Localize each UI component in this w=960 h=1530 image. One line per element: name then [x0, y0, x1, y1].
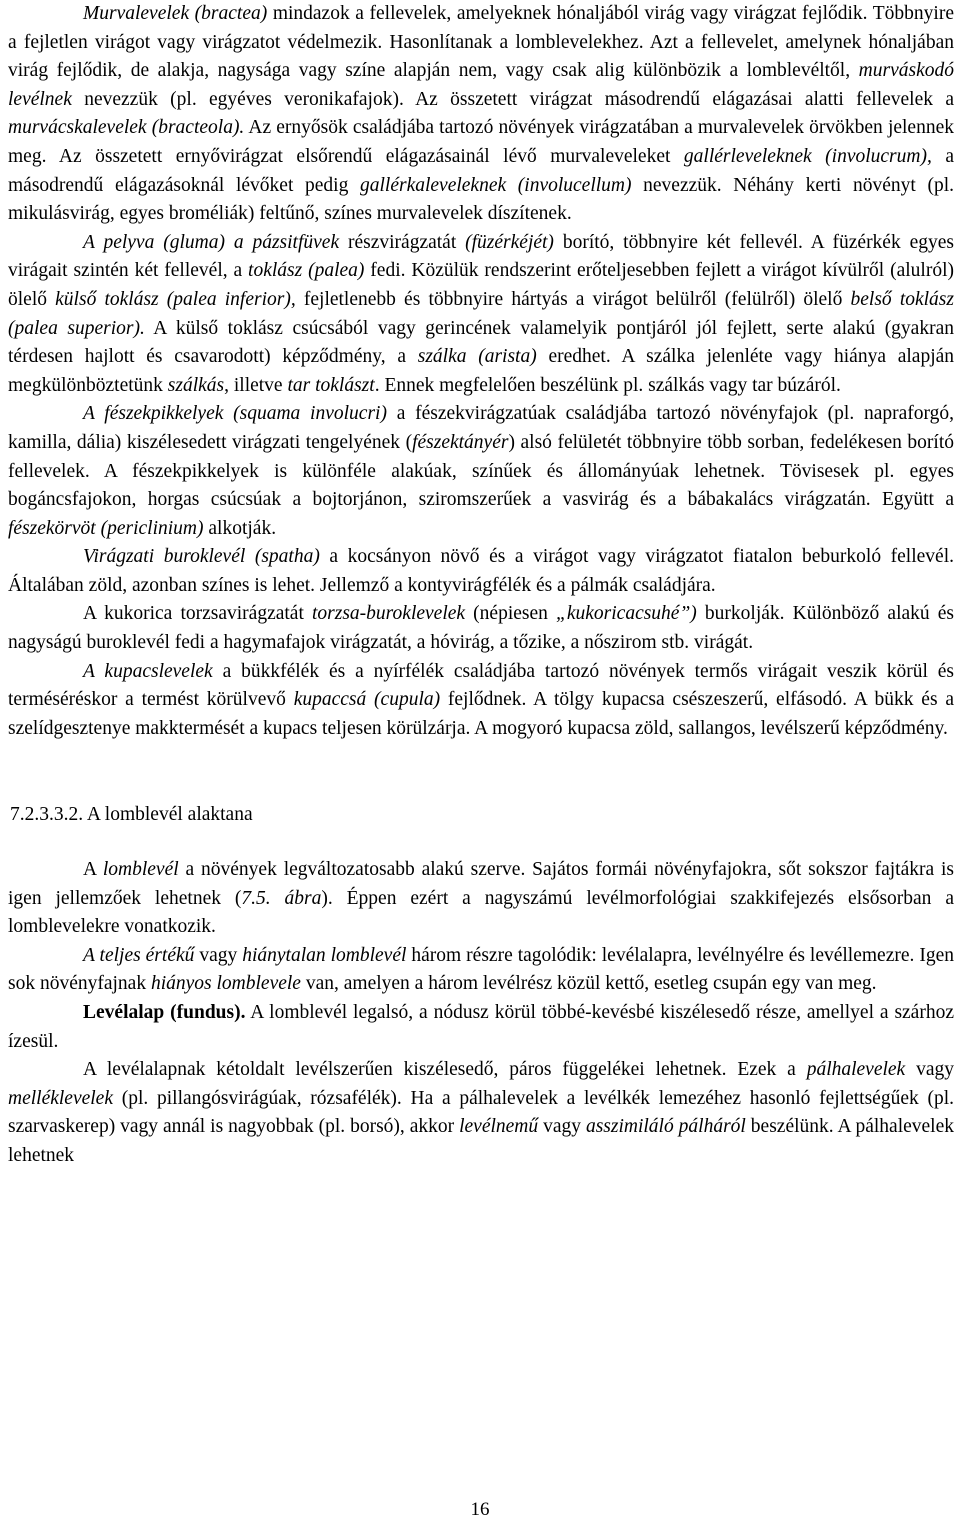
- text-run: A külső toklász csúcsából vagy gerincének valamelyik pontjáról jól fejlett, serte alakú (gyakran térdesen hajlott és csavarodott) képződmény, a: [8, 317, 954, 368]
- text-run: borító, többnyire két fellevél. A füzérkék egyes virágait szintén két fellevél, a: [8, 231, 954, 282]
- italic-term: A kupacslevelek: [83, 660, 213, 682]
- italic-term: A teljes értékű: [83, 944, 195, 966]
- text-run: három részre tagolódik: levélalapra, levélnyélre és levéllemezre. Igen sok növényfajnak: [8, 944, 955, 995]
- paragraph: [8, 1056, 954, 1170]
- text-run: fejlődnek. A tölgy kupacsa csészeszerű, elfásodó. A bükk és a szelídgesztenye makktermését a kupacs teljesen körülzárja. A mogyoró kupacsa zöld, sallangos, levélszerű képződmény.: [8, 689, 955, 739]
- italic-term: murvácskalevelek (bracteola).: [8, 117, 245, 139]
- italic-term: Murvalevelek (bractea): [83, 3, 268, 24]
- italic-term: belső toklász (palea superior).: [8, 288, 954, 339]
- text-run: beszélünk. A pálhalevelek lehetnek: [8, 1116, 954, 1166]
- text-run: A lomblevél legalsó, a nódusz körül többé-kevésbé kiszélesedő része, amellyel a szárhoz ízesül.: [8, 1002, 954, 1052]
- paragraph: [8, 400, 954, 543]
- italic-term: tar toklászt: [287, 374, 375, 396]
- italic-term: „kukoricacsuhé”): [556, 603, 697, 625]
- paragraph: [8, 229, 954, 401]
- italic-term: fészekörvöt (periclinium): [8, 517, 204, 539]
- text-run: A kukorica torzsavirágzatát: [83, 603, 312, 625]
- italic-term: külső toklász (palea inferior),: [55, 288, 296, 310]
- document-page: [8, 0, 954, 1171]
- italic-term: szálka (arista): [417, 346, 537, 368]
- bold-term: Levélalap (fundus).: [83, 1002, 246, 1023]
- italic-term: levélnemű: [459, 1116, 539, 1138]
- italic-term: hiánytalan lomblevél: [242, 944, 407, 966]
- text-run: a másodrendű elágazásoknál lévőket pedig: [8, 145, 955, 196]
- text-run: . Ennek megfelelően beszélünk pl. szálkás vagy tar búzáról.: [374, 374, 841, 396]
- paragraph: [8, 942, 954, 999]
- text-run: vagy: [905, 1059, 954, 1081]
- italic-term: lomblevél: [102, 859, 179, 881]
- text-block-bracts: [8, 0, 954, 743]
- text-run: eredhet. A szálka jelenléte vagy hiánya alapján megkülönböztetünk: [8, 346, 955, 396]
- page-number: 16: [470, 1499, 490, 1520]
- text-run: Az ernyősök családjába tartozó növények virágzatában a murvalevelek örvökben jelennek meg. Az összetett ernyővirágzat elsőrendű elágazásainál lévő murvaleveleket: [8, 117, 954, 167]
- paragraph: [8, 658, 954, 744]
- text-run: a kocsányon növő és a virágot vagy virágzatot fiatalon beburkoló fellevél. Általában zöld, azonban színes is lehet. Jellemző a kontyvirágfélék és a pálmák családjára.: [8, 546, 954, 596]
- text-run: nevezzük (pl. egyéves veronikafajok). Az összetett virágzat másodrendű elágazásai alatti fellevelek a: [71, 88, 954, 110]
- italic-term: (füzérkéjét): [465, 231, 554, 253]
- text-run: (pl. pillangósvirágúak, rózsafélék). Ha a pálhalevelek a levélkék lemezéhez hasonló fejlettségűek (pl. szarvaskerep) vagy annál is nagyobbak (pl. borsó), akkor: [8, 1087, 954, 1138]
- italic-term: gallérleveleknek (involucrum),: [683, 145, 932, 167]
- text-run: a fészekvirágzatúak családjába tartozó növényfajok (pl. napraforgó, kamilla, dália) kiszélesedett virágzati tengelyének (: [8, 403, 955, 453]
- text-run: burkolják. Különböző alakú és nagyságú buroklevél fedi a hagymafajok virágzatát, a hóvirág, a tőzike, a nőszirom stb. virágát.: [8, 603, 954, 654]
- text-run: (népiesen: [465, 603, 556, 625]
- italic-term: A pelyva (gluma) a pázsitfüvek: [83, 231, 340, 253]
- italic-term: torzsa-buroklevelek: [312, 603, 466, 625]
- italic-term: Virágzati buroklevél (spatha): [83, 546, 320, 568]
- italic-term: pálhalevelek: [806, 1059, 906, 1081]
- italic-term: hiányos lomblevele: [150, 973, 301, 995]
- text-run: A: [83, 859, 103, 881]
- paragraph: [8, 543, 954, 600]
- text-run: mindazok a fellevelek, amelyeknek hónaljából virág vagy virágzat fejlődik. Többnyire a fejletlen virágot vagy virágzatot védelmezik. Hasonlítanak a lomblevelekhez. Azt a fellevelet, amelynek hónaljában virág fejlődik, de alakja, nagysága vagy színe alapján nem, vagy csak alig különbözik a lomblevéltől,: [8, 3, 954, 82]
- text-run: van, amelyen a három levélrész közül kettő, esetleg csupán egy van meg.: [300, 973, 877, 995]
- section-heading: 7.2.3.3.2. A lomblevél alaktana: [10, 804, 253, 826]
- paragraph: [8, 856, 954, 942]
- italic-term: asszimiláló pálháról: [585, 1116, 746, 1138]
- text-run: vagy: [194, 944, 243, 966]
- text-run: ). Éppen ezért a nagyszámú levélmorfológiai szakkifejezés elsősorban a lomblevelekre vonatkozik.: [8, 887, 954, 938]
- italic-term: gallérkaleveleknek (involucellum): [359, 174, 632, 196]
- paragraph: [8, 600, 954, 657]
- italic-term: toklász (palea): [248, 260, 365, 282]
- text-run: alkotják.: [203, 517, 277, 539]
- italic-term: szálkás: [167, 374, 225, 396]
- text-run: A levélalapnak kétoldalt levélszerűen kiszélesedő, páros függelékei lehetnek. Ezek a: [83, 1059, 807, 1081]
- text-run: a bükkfélék és a nyírfélék családjába tartozó növények termős virágait veszik körül és terméséréskor a termést körülvevő: [8, 660, 954, 711]
- text-run: fejletlenebb és többnyire hártyás a virágot belülről (felülről) ölelő: [295, 288, 851, 310]
- paragraph: [8, 999, 954, 1056]
- text-run: vagy: [538, 1116, 586, 1138]
- text-run: ) alsó felületét többnyire több sorban, fedelékesen borító fellevelek. A fészekpikkelyek is különféle alakúak, színűek és állományúak lehetnek. Tövisesek pl. egyes bogáncsfajokon, horgas csúcsúak a bojtorjánon, sziromszerűek a vasvirág és a bábakalács virágzatán. Együtt a: [8, 431, 954, 511]
- text-block-leaf-morphology: [8, 856, 954, 1171]
- italic-term: 7.5. ábra: [241, 887, 322, 909]
- italic-term: A fészekpikkelyek (squama involucri): [83, 403, 387, 425]
- italic-term: kupaccsá (cupula): [293, 689, 441, 711]
- paragraph: [8, 0, 954, 229]
- text-run: a növények legváltozatosabb alakú szerve. Sajátos formái növényfajokra, sőt sokszor fajtákra is igen jellemzőek lehetnek (: [8, 859, 954, 909]
- text-run: , illetve: [224, 374, 288, 396]
- text-run: nevezzük. Néhány kerti növényt (pl. mikulásvirág, egyes broméliák) feltűnő, színes murvalevelek díszítenek.: [8, 174, 954, 225]
- italic-term: fészektányér: [412, 431, 509, 453]
- italic-term: murváskodó levélnek: [8, 60, 954, 110]
- italic-term: melléklevelek: [8, 1087, 113, 1109]
- text-run: fedi. Közülük rendszerint erőteljesebben fejlett a virágot kívülről (alulról) ölelő: [8, 260, 954, 310]
- text-run: részvirágzatát: [339, 231, 466, 253]
